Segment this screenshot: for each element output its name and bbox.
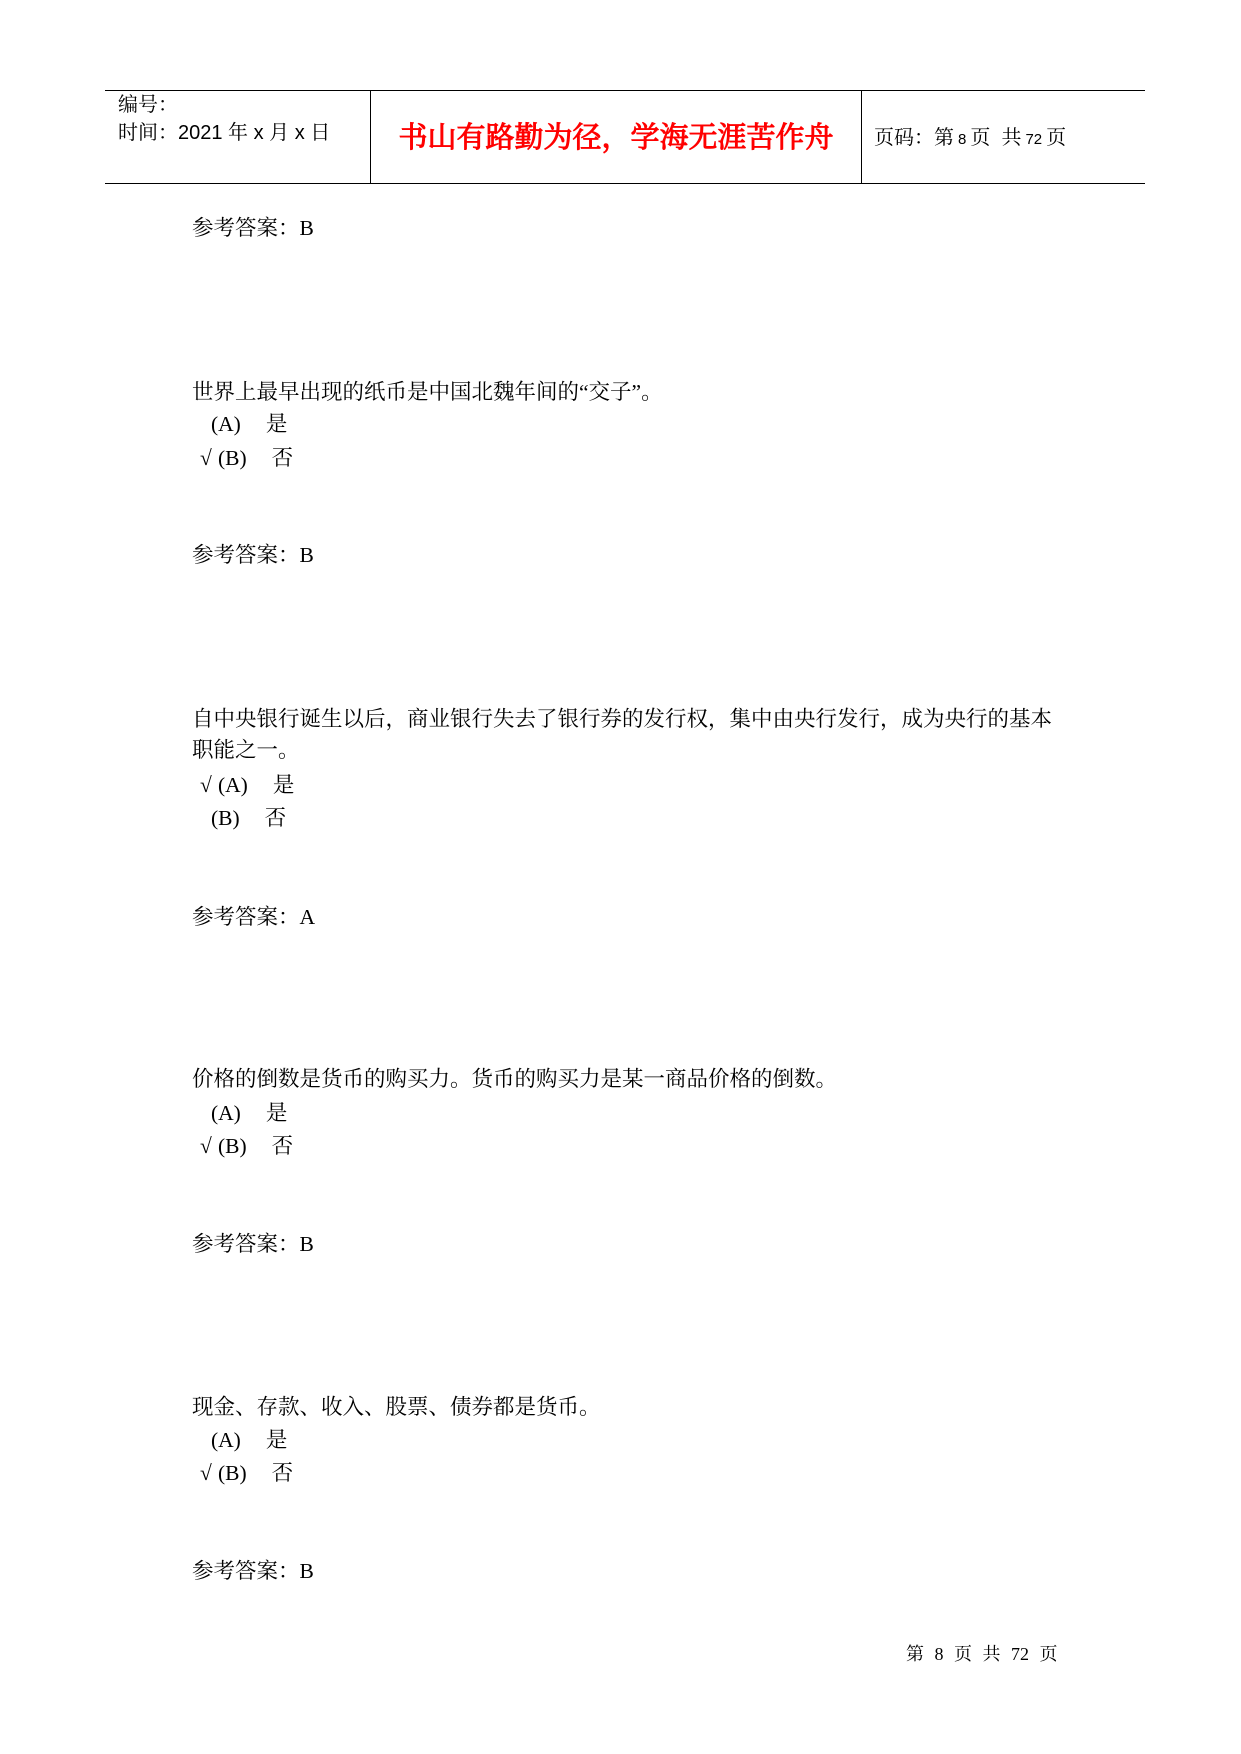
option-label: (A) [211,412,241,436]
option-text: 否 [271,446,294,470]
page-prefix: 页码：第 [874,127,954,149]
page-suffix: 页 [1046,127,1067,149]
previous-answer: 参考答案：B [192,216,314,240]
question-option [200,408,287,441]
option-label: (A) [218,773,248,797]
page-current: 8 [958,131,967,148]
document-number-label: 编号： [118,94,178,116]
header-bottom-border [105,183,1145,184]
option-text: 是 [265,412,288,436]
option-text: 是 [265,1428,288,1452]
option-label: (B) [211,806,240,830]
option-label: (B) [218,1461,247,1485]
reference-answer: 参考答案：B [192,1232,314,1256]
question-option [200,1130,293,1163]
question-option [200,1097,287,1130]
question-option [200,1424,287,1457]
header-top-border [105,90,1145,91]
check-mark: √ [200,1134,212,1158]
option-text: 否 [271,1134,294,1158]
question-option [200,769,294,802]
question-text: 自中央银行诞生以后，商业银行失去了银行券的发行权，集中由央行发行，成为央行的基本职能之一。 [192,707,1053,762]
check-mark: √ [200,1461,212,1485]
page-middle: 页 共 [970,127,1022,149]
question-text: 世界上最早出现的纸币是中国北魏年间的“交子”。 [192,380,663,404]
option-text: 否 [271,1461,294,1485]
option-label: (B) [218,1134,247,1158]
header-motto: 书山有路勤为径，学海无涯苦作舟 [398,122,834,154]
reference-answer: 参考答案：B [192,543,314,567]
question-option [200,442,293,475]
check-mark: √ [200,773,212,797]
reference-answer: 参考答案：B [192,1559,314,1583]
page-total: 72 [1025,131,1043,148]
question-text: 现金、存款、收入、股票、债券都是货币。 [192,1395,601,1419]
option-text: 否 [264,806,287,830]
header-divider-right [861,90,862,183]
check-mark: √ [200,446,212,470]
option-label: (B) [218,446,247,470]
footer-page-number: 第 8 页 共 72 页 [906,1644,1058,1664]
option-text: 是 [272,773,295,797]
question-text: 价格的倒数是货币的购买力。货币的购买力是某一商品价格的倒数。 [192,1067,838,1091]
question-option [200,1457,293,1490]
document-time-label: 时间：2021 年 x 月 x 日 [118,122,331,144]
question-option [200,802,286,835]
reference-answer: 参考答案：A [192,905,316,929]
option-label: (A) [211,1101,241,1125]
option-label: (A) [211,1428,241,1452]
option-text: 是 [265,1101,288,1125]
header-page-indicator [874,126,1066,152]
